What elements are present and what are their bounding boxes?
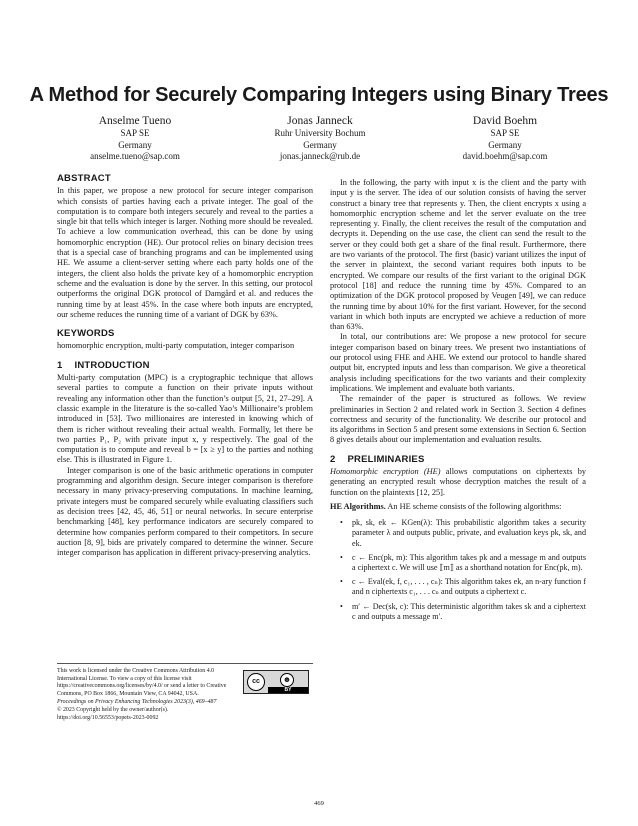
section-title: PRELIMINARIES — [347, 453, 425, 465]
author-block — [40, 114, 600, 166]
list-item — [340, 601, 586, 622]
abstract-heading: ABSTRACT — [57, 173, 111, 184]
section-number: 1 — [57, 359, 63, 371]
bullet-icon: • — [340, 601, 343, 611]
he-definition-text: allows computations on ciphertexts by generating an encrypted result whose decryption matches the result of a function on the plaintexts [12, 25]. — [330, 467, 586, 497]
abstract-text: In this paper, we propose a new protocol for secure integer comparison which consists of parties having each a private integer. The goal of the computation is to compare both integers securely and reveal to the parties a single bit that tells which integer is larger. Nothing more should be revealed. To achieve a low communication overhead, this can be done by using homomorphic encryption (HE). Our protocol relies on binary decision trees that is a special case of branching programs and can be implemented using HE. We assume a client-server setting where each party holds one of the integers, the client also holds the private key of a homomorphic encryption scheme and the evaluation is done by the server. In this setting, our protocol outperforms the original DGK protocol of Damgård et al. and reduces the running time by at least 45%. In the case where both inputs are encrypted, our scheme reduces the running time of a variant of DGK by 63%. — [57, 186, 313, 319]
he-definition — [330, 467, 586, 498]
section-title: INTRODUCTION — [74, 359, 150, 371]
list-item-text: m′ ← Dec(sk, c): This deterministic algorithm takes sk and a ciphertext c and outputs a message m′. — [352, 601, 586, 621]
bullet-icon: • — [340, 577, 343, 587]
keywords-heading: KEYWORDS — [57, 328, 115, 340]
attribution-person-icon: ☻ — [280, 673, 294, 687]
doi-link[interactable]: https://doi.org/10.56553/popets-2023-0092 — [57, 714, 159, 721]
intro-paragraph-1: Multi-party computation (MPC) is a cryptographic technique that allows several parties to compute a function on their private inputs without revealing any information other than the function’s output [5, 21, 27–29]. A classic example in the literature is the so-called Yao’s Millionaire’s problem introduced in [53]. Two millionaires are interested in knowing which of them is richer without revealing their actual wealth. Formally, let there be two parties P₁, P₂ with private input x, y respectively. The goal of the computation is to compute and reveal b = [x ≥ y] to the parties and nothing else. This is illustrated in Figure 1. — [57, 373, 313, 465]
keywords-text: homomorphic encryption, multi-party computation, integer comparison — [57, 341, 295, 351]
author-country: Germany — [488, 139, 522, 150]
intro-paragraph-2: Integer comparison is one of the basic arithmetic operations in computer programming and algorithm design. Secure integer comparison is therefore necessary in many privacy-preserving computations. In machine learning, private integers must be compared securely while evaluating classifiers such as decision trees [42, 45, 46, 51] or neural networks. In secure enterprise benchmarking [48], key performance indicators are securely compared to determine how companies perform compared to their competitors. In secure auction [8, 9], bids are privately compared to determine the winner. Secure integer comparison has application in different privacy-preserving analytics. — [57, 465, 313, 558]
list-item-text: c ← Eval(ek, f, c₁, . . . , cₙ): This algorithm takes ek, an n-ary function f and n ciphertexts c₁, . . . cₙ and outputs a ciphertext c. — [352, 577, 586, 597]
right-column — [330, 178, 586, 626]
license-text: This work is licensed under the Creative Commons Attribution 4.0 International License. To view a copy of this license visit https://creativecommons.org/licenses/by/4.0/ or send a letter to Creative Commons, PO Box 1866, Mountain View, CA 94042, USA. — [57, 668, 227, 697]
he-term: Homomorphic encryption (HE) — [330, 467, 441, 477]
list-item — [340, 577, 586, 597]
author-country: Germany — [303, 139, 337, 150]
paper-title: A Method for Securely Comparing Integers using Binary Trees — [29, 84, 609, 106]
badge-by-label: BY — [268, 687, 308, 693]
author-1 — [40, 114, 230, 163]
author-name: Jonas Janneck — [287, 115, 353, 127]
intro-paragraph-3: In the following, the party with input x is the client and the party with input y is the server. The idea of our solution consists of having the server construct a binary tree that represents y. Then, the client encrypts x using a homomorphic encryption scheme and let the server evaluate on the tree representing y. Finally, the client receives the result of the computation and decrypts it. Depending on the use case, the client can send the result to the server or they could both get a share of the final result. Furthermore, there are two variants of the protocol. The first (basic) variant utilizes the input of the server in plaintext, the second variant requires both inputs to be encrypted. We compare our results of the first variant to the original DGK protocol [18] and reduce the running time by 45%. Compared to an optimization of the DGK protocol proposed by Veugen [49], we can reduce the running time by about 10% for the first variant. However, for the second variant in which both inputs are encrypted we achieve a reduction of more than 63%. — [330, 178, 586, 332]
cc-by-badge — [243, 670, 309, 694]
he-algorithms-intro — [330, 502, 586, 512]
algorithm-list — [330, 518, 586, 622]
creative-commons-icon: cc — [247, 673, 265, 691]
section-number: 2 — [330, 453, 336, 465]
proceedings-line: Proceedings on Privacy Enhancing Technologies 2023(3), 469–487 — [57, 699, 217, 706]
author-name: Anselme Tueno — [98, 115, 172, 127]
author-name: David Boehm — [472, 115, 538, 127]
author-email: anselme.tueno@sap.com — [90, 151, 180, 161]
copyright-line: © 2023 Copyright held by the owner/author(s). — [57, 706, 169, 713]
left-column — [57, 174, 313, 558]
list-item — [340, 552, 586, 573]
author-email: david.boehm@sap.com — [462, 151, 548, 161]
intro-paragraph-5: The remainder of the paper is structured as follows. We review preliminaries in Section 2 and related work in Section 3. Section 4 defines correctness and security of the functionality. We describe our protocol and its algorithms in Section 5 and present some extensions in Section 6. Section 8 gives details about our implementation and evaluation results. — [330, 394, 586, 445]
page-number: 469 — [314, 800, 324, 807]
author-affiliation: SAP SE — [120, 128, 150, 138]
author-affiliation: SAP SE — [490, 128, 520, 138]
paragraph-text: An HE scheme consists of the following algorithms: — [385, 501, 562, 511]
section-heading-introduction — [57, 361, 313, 371]
author-email: jonas.janneck@rub.de — [279, 151, 361, 161]
author-country: Germany — [118, 139, 152, 150]
author-2 — [225, 114, 415, 163]
author-affiliation: Ruhr University Bochum — [274, 128, 366, 138]
section-heading-preliminaries — [330, 455, 586, 465]
list-item-text: c ← Enc(pk, m): This algorithm takes pk and a message m and outputs a ciphertext c. We will use ⟦m⟧ as a shorthand notation for Enc(pk, m). — [352, 552, 586, 573]
list-item-text: pk, sk, ek ← KGen(λ): This probabilistic algorithm takes a security parameter λ and outputs public, private, and evaluation keys pk, sk, and ek. — [352, 518, 586, 548]
intro-paragraph-4: In total, our contributions are: We propose a new protocol for secure integer comparison based on binary trees. We present two instantiations of our protocol using FHE and AHE. We extend our protocol to handle shared output bit, encrypted inputs and less than comparison. We give a theoretical analysis including specifications for the two variants and their complexity implications. We implement and evaluate both variants. — [330, 332, 586, 393]
paragraph-heading: HE Algorithms. — [330, 501, 386, 511]
list-item — [340, 518, 586, 549]
author-3 — [410, 114, 600, 163]
license-footnote — [57, 663, 313, 722]
bullet-icon: • — [340, 552, 343, 562]
bullet-icon: • — [340, 518, 343, 528]
